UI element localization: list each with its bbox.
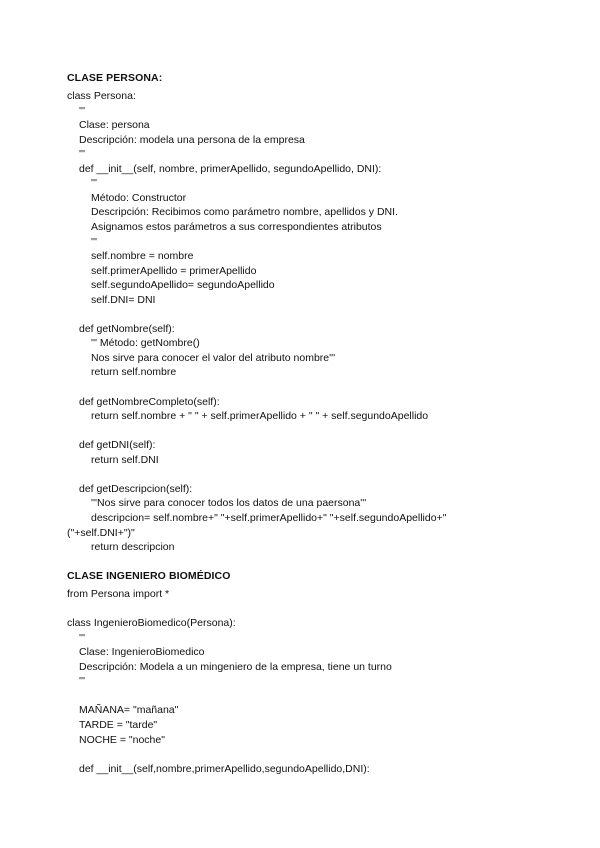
code-line: ("+self.DNI+")"	[67, 526, 135, 539]
code-line: from Persona import *	[67, 588, 170, 600]
code-line: def getNombre(self):	[79, 322, 175, 335]
code-line: class Persona:	[67, 90, 136, 102]
code-line: return self.nombre + " " + self.primerApellido + " " + self.segundoApellido	[91, 410, 429, 423]
section-heading: CLASE PERSONA:	[67, 72, 163, 84]
code-line: '''	[91, 177, 98, 190]
section-heading: CLASE INGENIERO BIOMÉDICO	[67, 570, 231, 582]
code-line: self.nombre = nombre	[91, 250, 194, 263]
code-line: Descripción: Modela a un mingeniero de la empresa, tiene un turno	[79, 660, 392, 673]
code-line: descripcion= self.nombre+" "+self.primerApellido+" "+self.segundoApellido+"	[91, 511, 447, 524]
code-line: class IngenieroBiomedico(Persona):	[67, 617, 236, 630]
code-line: Clase: IngenieroBiomedico	[79, 646, 205, 659]
code-line: self.segundoApellido= segundoApellido	[91, 279, 275, 292]
code-line: def getDNI(self):	[79, 439, 156, 452]
code-line: '''	[79, 148, 86, 161]
code-line: '''	[91, 235, 98, 248]
code-line: '''	[79, 104, 86, 117]
code-line: return descripcion	[91, 541, 175, 554]
code-line: self.DNI= DNI	[91, 293, 156, 306]
code-line: NOCHE = "noche"	[79, 733, 165, 746]
code-line: '''	[79, 675, 86, 688]
code-line: '''Nos sirve para conocer todos los datos de una paersona'''	[91, 497, 367, 510]
code-line: return self.DNI	[91, 453, 159, 466]
code-line: Descripción: modela una persona de la empresa	[79, 133, 305, 146]
code-line: '''	[79, 631, 86, 644]
code-line: Asignamos estos parámetros a sus correspondientes atributos	[91, 220, 382, 233]
code-line: MAÑANA= "mañana"	[79, 704, 179, 717]
code-line: ''' Método: getNombre()	[91, 337, 200, 350]
code-line: def __init__(self, nombre, primerApellido, segundoApellido, DNI):	[79, 162, 382, 175]
code-line: self.primerApellido = primerApellido	[91, 264, 257, 277]
code-line: return self.nombre	[91, 366, 177, 379]
code-line: Método: Constructor	[91, 191, 187, 204]
code-line: Descripción: Recibimos como parámetro nombre, apellidos y DNI.	[91, 206, 398, 219]
code-line: def getDescripcion(self):	[79, 482, 193, 495]
code-line: Nos sirve para conocer el valor del atributo nombre'''	[91, 351, 336, 364]
code-line: def getNombreCompleto(self):	[79, 395, 220, 408]
code-line: TARDE = "tarde"	[79, 718, 158, 731]
code-line: def __init__(self,nombre,primerApellido,segundoApellido,DNI):	[79, 762, 370, 775]
code-line: Clase: persona	[79, 119, 150, 132]
